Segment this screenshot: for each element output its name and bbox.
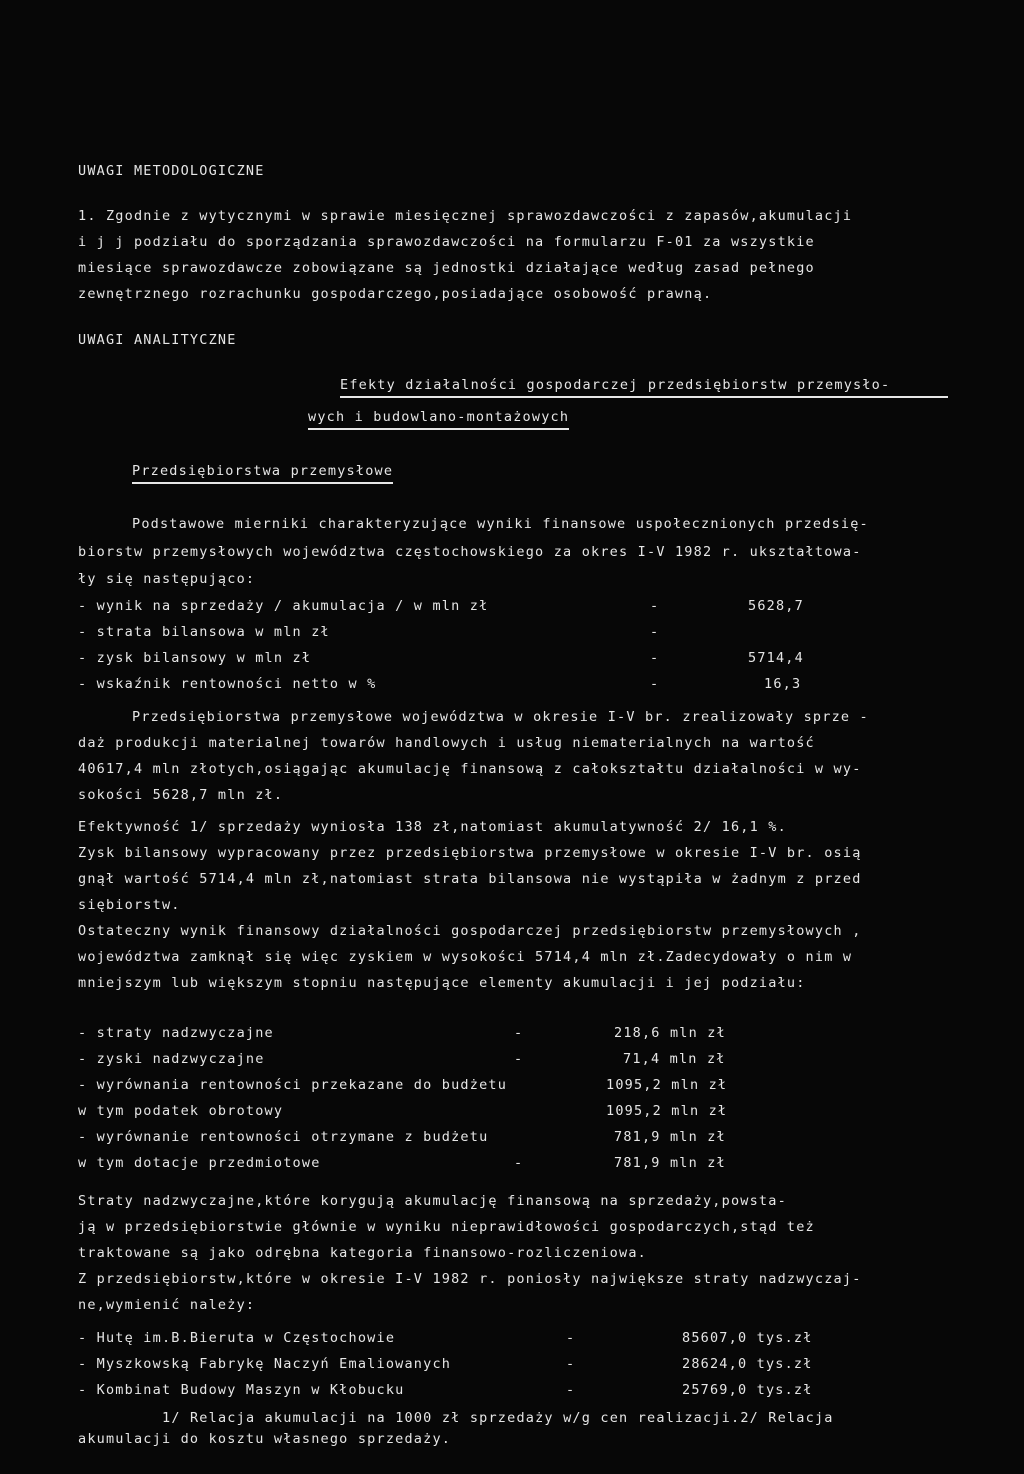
footnote-line: akumulacji do kosztu własnego sprzedaży. [78,1431,452,1447]
text-line: biorstw przemysłowych województwa częstochowskiego za okres I-V 1982 r. ukształtowa- [78,544,862,560]
text-line: ły się następująco: [78,571,256,587]
text-line: 1. Zgodnie z wytycznymi w sprawie miesięcznej sprawozdawczości z zapasów,akumulacji [78,208,853,224]
footnote-line: 1/ Relacja akumulacji na 1000 zł sprzedaży w/g cen realizacji.2/ Relacja [162,1410,834,1426]
item-value: 781,9 mln zł [614,1129,726,1145]
item-label: w tym dotacje przedmiotowe [78,1155,321,1171]
text-line: Zysk bilansowy wypracowany przez przedsiębiorstwa przemysłowe w okresie I-V br. osią [78,845,862,861]
text-line: mniejszym lub większym stopniu następujące elementy akumulacji i jej podziału: [78,975,806,991]
text-line: Podstawowe mierniki charakteryzujące wyniki finansowe uspołecznionych przedsię- [132,516,869,532]
item-dash: - [650,676,660,692]
item-label: w tym podatek obrotowy [78,1103,284,1119]
item-dash: - [566,1356,576,1372]
text-line: Efektywność 1/ sprzedaży wyniosła 138 zł,natomiast akumulatywność 2/ 16,1 %. [78,819,787,835]
text-line: gnął wartość 5714,4 mln zł,natomiast strata bilansowa nie wystąpiła w żadnym z przed [78,871,862,887]
item-dash: - [650,624,660,640]
item-label: - straty nadzwyczajne [78,1025,274,1041]
item-value: 218,6 mln zł [614,1025,726,1041]
text-line: ne,wymienić należy: [78,1297,256,1313]
text-line: sokości 5628,7 mln zł. [78,787,284,803]
item-value: 5714,4 [748,650,804,666]
analytic-heading: UWAGI ANALITYCZNE [78,332,237,348]
text-line: 40617,4 mln złotych,osiągając akumulację finansową z całokształtu działalności w wy- [78,761,862,777]
item-value: 781,9 mln zł [614,1155,726,1171]
item-value: 71,4 mln zł [623,1051,726,1067]
item-dash: - [566,1330,576,1346]
text-line: województwa zamknął się więc zyskiem w wysokości 5714,4 mln zł.Zadecydowały o nim w [78,949,853,965]
item-value: 28624,0 tys.zł [682,1356,813,1372]
item-value: 16,3 [764,676,802,692]
item-label: - zyski nadzwyczajne [78,1051,265,1067]
text-line: Straty nadzwyczajne,które korygują akumulację finansową na sprzedaży,powsta- [78,1193,787,1209]
text-line: i j j podziału do sporządzania sprawozdawczości na formularzu F-01 za wszystkie [78,234,815,250]
text-line: Z przedsiębiorstw,które w okresie I-V 1982 r. poniosły największe straty nadzwyczaj- [78,1271,862,1287]
item-value: 25769,0 tys.zł [682,1382,813,1398]
methodology-heading: UWAGI METODOLOGICZNE [78,163,265,179]
item-label: - Kombinat Budowy Maszyn w Kłobucku [78,1382,405,1398]
text-line: Przedsiębiorstwa przemysłowe województwa w okresie I-V br. zrealizowały sprze - [132,709,869,725]
item-label: - wskaźnik rentowności netto w % [78,676,377,692]
item-label: - strata bilansowa w mln zł [78,624,330,640]
item-dash: - [650,650,660,666]
section-title: Przedsiębiorstwa przemysłowe [132,463,393,484]
item-dash: - [650,598,660,614]
item-dash: - [514,1155,524,1171]
text-line: siębiorstw. [78,897,181,913]
item-value: 1095,2 mln zł [606,1077,728,1093]
item-label: - Hutę im.B.Bieruta w Częstochowie [78,1330,396,1346]
text-line: traktowane są jako odrębna kategoria finansowo-rozliczeniowa. [78,1245,647,1261]
item-label: - zysk bilansowy w mln zł [78,650,312,666]
item-label: - wyrównania rentowności przekazane do budżetu [78,1077,508,1093]
title-line-1: Efekty działalności gospodarczej przedsiębiorstw przemysło- [340,377,948,398]
item-dash: - [514,1051,524,1067]
item-value: 1095,2 mln zł [606,1103,728,1119]
item-label: - Myszkowską Fabrykę Naczyń Emaliowanych [78,1356,452,1372]
item-label: - wynik na sprzedaży / akumulacja / w mln zł [78,598,489,614]
item-value: 5628,7 [748,598,804,614]
text-line: Ostateczny wynik finansowy działalności gospodarczej przedsiębiorstw przemysłowych , [78,923,862,939]
text-line: zewnętrznego rozrachunku gospodarczego,posiadające osobowość prawną. [78,286,713,302]
item-dash: - [566,1382,576,1398]
item-dash: - [514,1025,524,1041]
text-line: ją w przedsiębiorstwie głównie w wyniku nieprawidłowości gospodarczych,stąd też [78,1219,815,1235]
item-label: - wyrównanie rentowności otrzymane z budżetu [78,1129,489,1145]
text-line: miesiące sprawozdawcze zobowiązane są jednostki działające według zasad pełnego [78,260,815,276]
item-value: 85607,0 tys.zł [682,1330,813,1346]
text-line: daż produkcji materialnej towarów handlowych i usług niematerialnych na wartość [78,735,815,751]
title-line-2: wych i budowlano-montażowych [308,409,569,430]
